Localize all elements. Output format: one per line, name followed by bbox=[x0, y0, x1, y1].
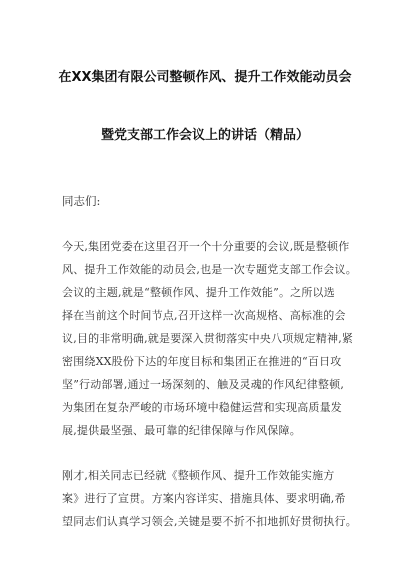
paragraph-line: 会议的主题,就是“整顿作风、提升工作效能”。之所以选 bbox=[62, 286, 335, 299]
document-title-line-2: 暨党支部工作会议上的讲话（精品） bbox=[100, 128, 309, 143]
document-title-line-1: 在XX集团有限公司整顿作风、提升工作效能动员会 bbox=[58, 70, 352, 85]
paragraph-line: 今天,集团党委在这里召开一个十分重要的会议,既是整顿作 bbox=[62, 240, 350, 253]
paragraph-line: 密围绕XX股份下达的年度目标和集团正在推进的“百日攻 bbox=[62, 355, 342, 368]
paragraph-line: 风、提升工作效能的动员会,也是一次专题党支部工作会议。 bbox=[62, 263, 357, 276]
paragraph-line: 案》进行了宣贯。方案内容详实、措施具体、要求明确,希 bbox=[62, 492, 346, 505]
paragraph-line: 议,目的非常明确,就是要深入贯彻落实中央八项规定精神,紧 bbox=[62, 332, 354, 345]
paragraph-line: 择在当前这个时间节点,召开这样一次高规格、高标准的会 bbox=[62, 309, 346, 322]
paragraph-line: 展,提供最坚强、最可靠的纪律保障与作风保障。 bbox=[62, 424, 301, 437]
paragraph-line: 刚才,相关同志已经就《整顿作风、提升工作效能实施方 bbox=[62, 469, 335, 482]
paragraph-line: 为集团在复杂严峻的市场环境中稳健运营和实现高质量发 bbox=[62, 401, 342, 414]
paragraph-line: 坚”行动部署,通过一场深刻的、触及灵魂的作风纪律整顿, bbox=[62, 378, 345, 391]
salutation: 同志们: bbox=[62, 194, 101, 208]
paragraph-line: 望同志们认真学习领会,关键是要不折不扣地抓好贯彻执行。 bbox=[62, 515, 357, 528]
